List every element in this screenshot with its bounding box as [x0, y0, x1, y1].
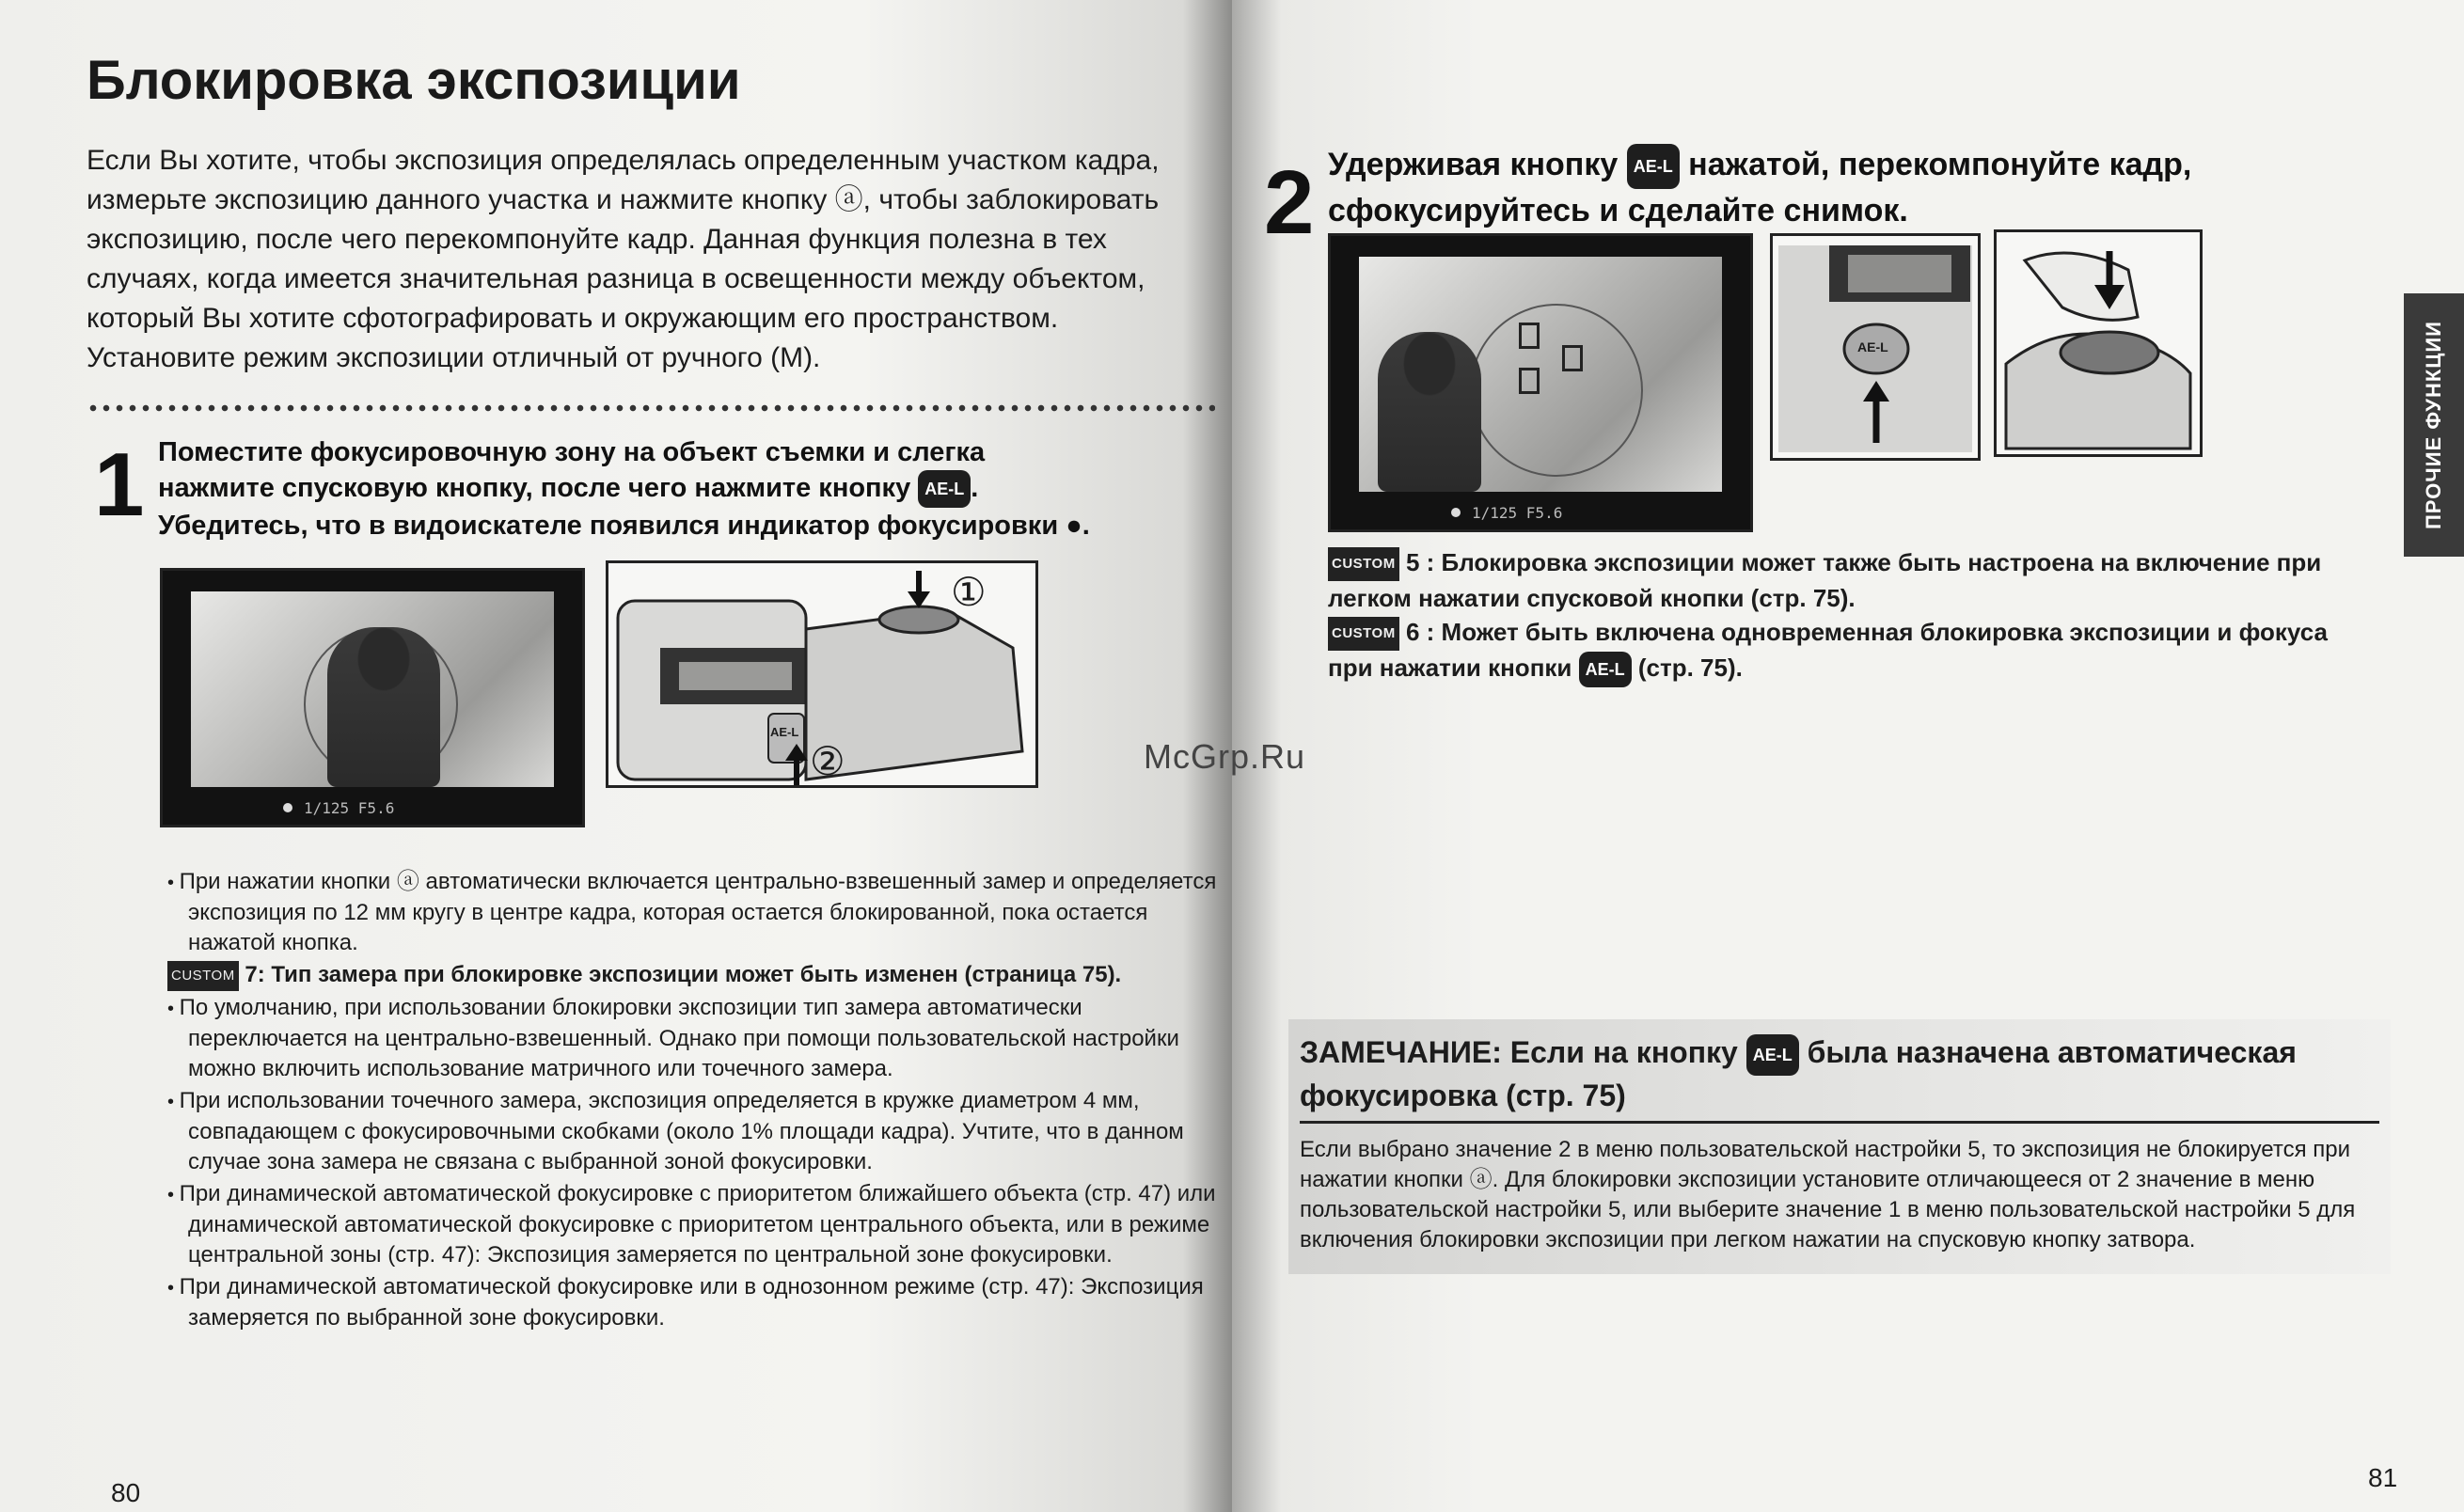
- page-number-right: 81: [2368, 1463, 2398, 1492]
- notice-heading-b: была назначена автоматическая фокусировка (стр. 75): [1300, 1035, 2297, 1112]
- note-item-3: [167, 1086, 1230, 1177]
- viewfinder-image-1: [160, 568, 585, 827]
- ael-label-2: AE-L: [1857, 339, 1888, 354]
- note-item-2: [167, 993, 1230, 1084]
- intro-paragraph: Если Вы хотите, чтобы экспозиция определялась определенным участком кадра, измерьте экспозицию данного участка и нажмите кнопку ⓐ, чтобы заблокировать экспозицию, после чего перекомпонуйте кадр. Данная функция полезна в тех случаях, когда имеется значительная разница в освещенности между объектом, который Вы хотите сфотографировать и окружающим его пространством. Установите режим экспозиции отличный от ручного (M).: [87, 145, 1160, 373]
- right-page: [1232, 0, 2464, 1512]
- note-text-2: По умолчанию, при использовании блокировки экспозиции тип замера автоматически переключается на центрально-взвешенный. Однако при помощи пользовательской настройки можно включить использование матричного или точечного замера.: [179, 994, 1179, 1081]
- custom-5-note: [1328, 545, 2362, 615]
- step-1-line-1: Поместите фокусировочную зону на объект съемки и слегка: [158, 437, 986, 467]
- camera-illustration-1: [606, 560, 1038, 788]
- custom-6-text-a: 6 : Может быть включена одновременная блокировка экспозиции и фокуса при нажатии кнопки: [1328, 618, 2328, 683]
- step-2-line-2: сфокусируйтесь и сделайте снимок.: [1328, 193, 1908, 229]
- notes-list: [167, 867, 1230, 1335]
- step-marker-1: ①: [951, 570, 987, 614]
- notice-heading: [1300, 1032, 2379, 1124]
- custom-settings-icon: CUSTOM: [1328, 617, 1399, 651]
- camera-illustration-3: [1994, 229, 2203, 457]
- note-item-4: [167, 1179, 1230, 1270]
- bullet-icon: •: [167, 1277, 180, 1299]
- person-figure: [327, 627, 440, 787]
- custom-5-text: 5 : Блокировка экспозиции может также быть настроена на включение при легком нажатии спусковой кнопки (стр. 75).: [1328, 548, 2322, 613]
- step-2-text: [1328, 143, 2391, 232]
- section-side-tab-label: ПРОЧИЕ ФУНКЦИИ: [2422, 320, 2446, 530]
- note-item-1: [167, 867, 1230, 958]
- note-text-3: При использовании точечного замера, экспозиция определяется в кружке диаметром 4 мм, совпадающем с фокусировочными скобками (около 1% площади кадра). Учтите, что в данном случае зона замера не связана с выбранной зоной фокусировки.: [179, 1087, 1184, 1174]
- notice-box: [1288, 1019, 2391, 1274]
- lcd-status-text: 1/125 F5.6: [304, 799, 395, 817]
- ael-button-icon: AE-L: [1579, 652, 1632, 687]
- custom-settings-icon: CUSTOM: [1328, 547, 1399, 581]
- custom-notes: [1328, 545, 2362, 687]
- step-2-number: 2: [1264, 152, 1315, 253]
- note-text-4: При динамической автоматической фокусировке с приоритетом ближайшего объекта (стр. 47) или динамической автоматической фокусировке с приоритетом центрального объекта, или в режиме центральной зоны (стр. 47): Экспозиция замеряется по центральной зоне фокусировки.: [179, 1180, 1216, 1268]
- section-side-tab: [2404, 293, 2464, 557]
- bullet-icon: •: [167, 998, 180, 1019]
- step-1-line-3: Убедитесь, что в видоискателе появился индикатор фокусировки ●.: [158, 511, 1090, 542]
- focus-bracket: [1519, 323, 1540, 349]
- custom-7-text: 7: Тип замера при блокировке экспозиции может быть изменен (страница 75).: [245, 962, 1122, 987]
- step-2-line-1: [1328, 143, 2391, 189]
- watermark: McGrp.Ru: [1144, 737, 1306, 776]
- viewfinder-scene-2: [1359, 257, 1722, 492]
- custom-6-text-b: (стр. 75).: [1637, 654, 1743, 683]
- step-1-line-2: [158, 470, 1230, 508]
- page-title: Блокировка экспозиции: [87, 50, 741, 111]
- bullet-icon: •: [167, 1091, 180, 1112]
- step-marker-2: ②: [810, 739, 845, 783]
- note-text-1: При нажатии кнопки ⓐ автоматически включается центрально-взвешенный замер и определяется экспозиция по 12 мм кругу в центре кадра, которая остается блокированной, пока остается нажатой кнопка.: [179, 869, 1217, 955]
- ael-button-icon: AE-L: [918, 470, 971, 508]
- ael-label: AE-L: [770, 725, 799, 739]
- focus-bracket: [1519, 368, 1540, 394]
- step-1-text: [158, 434, 1230, 543]
- bullet-icon: •: [167, 1184, 180, 1205]
- ael-button-icon: AE-L: [1627, 144, 1680, 189]
- step-2-line-1a: Удерживая кнопку: [1328, 147, 1619, 182]
- custom-6-note: [1328, 615, 2362, 687]
- step-1-number: 1: [94, 434, 145, 535]
- viewfinder-scene: [191, 591, 554, 787]
- person-figure-2: [1378, 332, 1481, 492]
- step-1-line-2a: нажмите спусковую кнопку, после чего нажмите кнопку: [158, 473, 911, 503]
- page-number-left: 80: [111, 1478, 141, 1507]
- dotted-divider: [87, 404, 1215, 412]
- custom-settings-icon: CUSTOM: [167, 961, 239, 991]
- notice-heading-a: ЗАМЕЧАНИЕ: Если на кнопку: [1300, 1035, 1738, 1069]
- shutter-press-drawing: [1997, 232, 2200, 454]
- viewfinder-image-2: [1328, 233, 1753, 532]
- notice-body: Если выбрано значение 2 в меню пользовательской настройки 5, то экспозиция не блокируется при нажатии кнопки ⓐ. Для блокировки экспозиции установите отличающееся от 2 значение в меню пользовательской настройки 5, или выберите значение 1 в меню пользовательской настройки 5 для включения блокировки экспозиции при легком нажатии на спусковую кнопку затвора.: [1300, 1136, 2356, 1252]
- bullet-icon: •: [167, 873, 180, 893]
- note-item-5: [167, 1272, 1230, 1333]
- focus-indicator-icon: [1451, 508, 1461, 517]
- focus-bracket: [1562, 345, 1583, 371]
- step-1-line-2b: .: [971, 473, 979, 503]
- lcd-status-text-2: 1/125 F5.6: [1472, 504, 1563, 522]
- camera-illustration-2: [1770, 233, 1981, 461]
- custom-7-note: [167, 960, 1230, 991]
- step-2-line-1b: нажатой, перекомпонуйте кадр,: [1688, 147, 2192, 182]
- focus-indicator-icon: [283, 803, 292, 812]
- ael-button-icon: AE-L: [1746, 1034, 1799, 1076]
- metering-circle-2: [1470, 304, 1643, 477]
- note-text-5: При динамической автоматической фокусировке или в однозонном режиме (стр. 47): Экспозиция замеряется по выбранной зоне фокусировки.: [179, 1273, 1204, 1331]
